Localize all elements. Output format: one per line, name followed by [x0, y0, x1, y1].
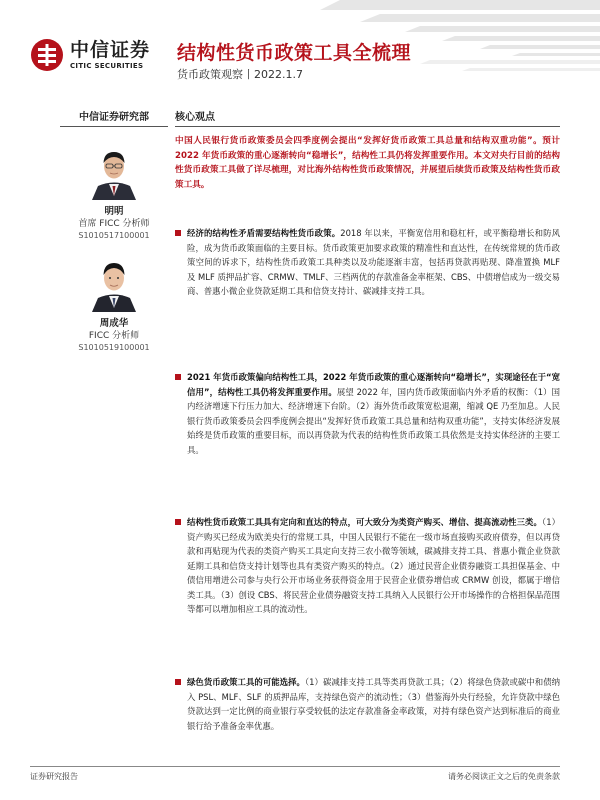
analyst-card: [60, 256, 168, 354]
logo-text-en: CITIC SECURITIES: [70, 61, 144, 70]
footer-divider: [30, 766, 560, 767]
footer-disclaimer: 请务必阅读正文之后的免责条款: [448, 772, 560, 781]
key-point-item: [175, 515, 560, 617]
key-point-item: [175, 370, 560, 457]
analyst-name: 周成华: [99, 318, 129, 329]
report-title: 结构性货币政策工具全梳理: [177, 42, 412, 64]
key-point-text: （1）碳减排支持工具等类再贷款工具；（2）将绿色贷款或碳中和债纳入 PSL、MLF、SLF 的质押品库，支持绿色资产的流动性；（3）借鉴海外央行经验，允许贷款中绿色贷款达到一定比例的商业银行享受较低的法定存款准备金率政策，对持有绿色资产达到标准后的商业银行给予准备金率优惠。: [187, 677, 561, 731]
bullet-square-icon: [175, 679, 181, 685]
analyst-name: 明明: [104, 206, 124, 217]
bullet-square-icon: [175, 519, 181, 525]
analyst-photo: [89, 256, 139, 312]
analyst-license-id: S1010517100001: [78, 231, 150, 240]
key-point-lead: 2021 年货币政策偏向结构性工具，2022 年货币政策的重心逐渐转向“稳增长”，实现途径在于“宽信用”，结构性工具仍将发挥重要作用。: [187, 372, 560, 397]
analyst-card: [60, 144, 168, 242]
key-point-text: 2018 年以来，平衡宽信用和稳杠杆，或平衡稳增长和防风险，成为货币政策面临的主要目标。货币政策更加要求政策的精准性和直达性，在传统常规的货币政策空间的诉求下，结构性货币政策工具种类以及功能逐渐丰富，包括再贷款再贴现、降准置换 MLF 及 MLF 质押品扩容、CRMW、TMLF、三档两优的存款准备金率框架、CBS、中债增信成为一级交易商、普惠小微企业贷款延期工具和信贷支持计、碳减排支持工具。: [187, 228, 560, 296]
key-point-lead: 结构性货币政策工具具有定向和直达的特点，可大致分为类资产购买、增信、提高流动性三类。: [187, 517, 542, 527]
department-label: 中信证券研究部: [79, 112, 149, 123]
analyst-license-id: S1010519100001: [78, 343, 150, 352]
report-subtitle: 货币政策观察丨2022.1.7: [177, 68, 303, 81]
sidebar-divider: [60, 126, 168, 127]
analyst-role: 首席 FICC 分析师: [78, 219, 150, 229]
section-title: 核心观点: [175, 112, 215, 123]
bullet-square-icon: [175, 374, 181, 380]
report-header: [0, 0, 600, 92]
key-point-item: [175, 675, 560, 733]
main-divider: [175, 126, 560, 127]
key-point-text: （1）资产购买已经成为欧美央行的常规工具，中国人民银行不能在一级市场直接购买政府债券，但以再贷款和再贴现为代表的类资产购买工具定向支持三农小微等领域，碳减排支持工具、普惠小微企业贷款延期工具和信贷支持计划等也具有类资产购买的特点。（2）通过民营企业债券融资工具担保基金、中债信用增进公司参与央行公开市场业务获得资金用于民营企业债券增信或 CRMW 创设，都属于增信类工具。（3）创设 CBS、将民营企业债券融资支持工具纳入人民银行公开市场操作的合格担保品范围等都可以增加相应工具的流动性。: [187, 517, 560, 614]
key-point-text: 展望 2022 年，国内货币政策面临内外矛盾的权衡：（1）国内经济增速下行压力加大、经济增速下台阶。（2）海外货币政策宽松退潮，缩减 QE 乃至加息。人民银行货币政策委员会四季度例会提出“发挥好货币政策工具总量和结构双重功能”，支持实体经济发展始终是货币政策的重要目标，而以再贷款为代表的结构性货币政策工具依然是支持实体经济的主要工具。: [187, 386, 560, 455]
analyst-role: FICC 分析师: [88, 331, 140, 341]
key-point-lead: 绿色货币政策工具的可能选择。: [187, 677, 305, 687]
bullet-square-icon: [175, 230, 181, 236]
logo-text-cn: 中信证券: [70, 38, 151, 61]
key-summary: 中国人民银行货币政策委员会四季度例会提出“发挥好货币政策工具总量和结构双重功能”。预计 2022 年货币政策的重心逐渐转向“稳增长”，结构性工具仍将发挥重要作用。本文对央行目前的结构性货币政策工具做了详尽梳理，对比海外结构性货币政策情况，并展望后续货币政策及结构性货币政策工具。: [175, 136, 560, 190]
key-point-item: [175, 226, 560, 299]
analyst-photo: [89, 144, 139, 200]
footer-left-text: 证券研究报告: [30, 772, 78, 781]
citic-logo: [30, 38, 150, 72]
key-point-lead: 经济的结构性矛盾需要结构性货币政策。: [187, 228, 341, 238]
citic-logo-icon: [30, 38, 64, 72]
